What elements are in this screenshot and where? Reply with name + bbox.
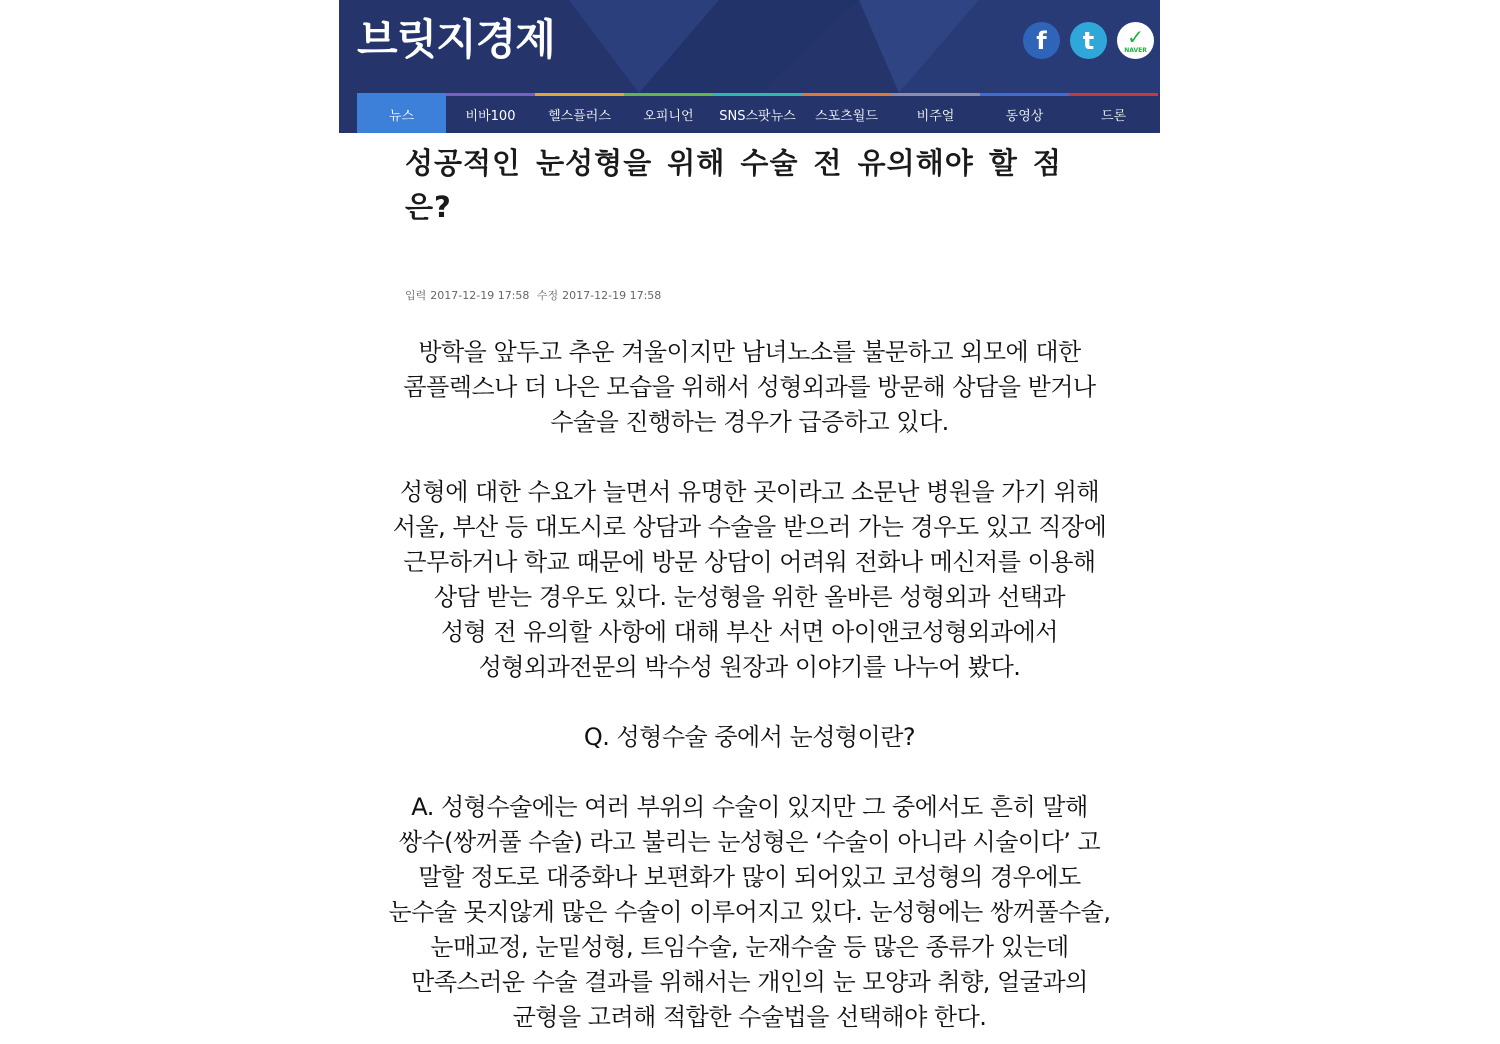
text-line: 말할 정도로 대중화나 보편화가 많이 되어있고 코성형의 경우에도 (418, 863, 1081, 891)
text-line: A. 성형수술에는 여러 부위의 수술이 있지만 그 중에서도 흔히 말해 (411, 793, 1088, 821)
naver-glyph: ✓ (1127, 25, 1144, 49)
text-line: 눈매교정, 눈밑성형, 트임수술, 눈재수술 등 많은 종류가 있는데 (430, 933, 1069, 961)
article-body (339, 335, 1160, 1044)
input-label: 입력 (405, 289, 427, 302)
paragraph-answer (339, 790, 1160, 1035)
text-line: 콤플렉스나 더 나은 모습을 위해서 성형외과를 방문해 상담을 받거나 (403, 373, 1096, 401)
twitter-share-icon[interactable]: t (1070, 22, 1107, 59)
nav-item-viva100[interactable]: 비바100 (446, 93, 535, 133)
paragraph (339, 335, 1160, 440)
text-line: 성형외과전문의 박수성 원장과 이야기를 나누어 봤다. (478, 653, 1021, 681)
text-line: 균형을 고려해 적합한 수술법을 선택해야 한다. (512, 1003, 987, 1031)
text-line: 쌍수(쌍꺼풀 수술) 라고 불리는 눈성형은 ‘수술이 아니라 시술이다’ 고 (398, 828, 1101, 856)
nav-item-sports-world[interactable]: 스포츠월드 (802, 93, 891, 133)
text-line: 만족스러운 수술 결과를 위해서는 개인의 눈 모양과 취향, 얼굴과의 (411, 968, 1088, 996)
text-line: Q. 성형수술 중에서 눈성형이란? (583, 723, 916, 751)
nav-item-healthplus[interactable]: 헬스플러스 (535, 93, 624, 133)
nav-item-sns-spot-news[interactable]: SNS스팟뉴스 (713, 93, 802, 133)
edit-date: 2017-12-19 17:58 (562, 289, 662, 302)
text-line: 서울, 부산 등 대도시로 상담과 수술을 받으러 가는 경우도 있고 직장에 (392, 513, 1107, 541)
text-line: 성형에 대한 수요가 늘면서 유명한 곳이라고 소문난 병원을 가기 위해 (399, 478, 1100, 506)
naver-label: NAVER (1124, 47, 1147, 54)
nav-item-opinion[interactable]: 오피니언 (624, 93, 713, 133)
paragraph (339, 475, 1160, 685)
paragraph-question (339, 720, 1160, 755)
nav-item-video[interactable]: 동영상 (980, 93, 1069, 133)
main-nav (357, 93, 1160, 133)
facebook-share-icon[interactable]: f (1023, 22, 1060, 59)
nav-item-visual[interactable]: 비주얼 (891, 93, 980, 133)
site-header (339, 0, 1160, 133)
text-line: 수술을 진행하는 경우가 급증하고 있다. (550, 408, 949, 436)
text-line: 성형 전 유의할 사항에 대해 부산 서면 아이앤코성형외과에서 (440, 618, 1058, 646)
text-line: 방학을 앞두고 추운 겨울이지만 남녀노소를 불문하고 외모에 대한 (418, 338, 1081, 366)
naver-share-icon[interactable] (1117, 22, 1154, 59)
input-date: 2017-12-19 17:58 (430, 289, 530, 302)
site-logo[interactable]: 브릿지경제 (357, 15, 555, 64)
text-line: 상담 받는 경우도 있다. 눈성형을 위한 올바른 성형외과 선택과 (433, 583, 1066, 611)
nav-item-news[interactable]: 뉴스 (357, 93, 446, 133)
nav-item-drone[interactable]: 드론 (1069, 93, 1158, 133)
edit-label: 수정 (536, 289, 559, 302)
text-line: 눈수술 못지않게 많은 수술이 이루어지고 있다. 눈성형에는 쌍꺼풀수술, (388, 898, 1111, 926)
article-title: 성공적인 눈성형을 위해 수술 전 유의해야 할 점은? (405, 146, 1062, 224)
article-meta (405, 287, 665, 303)
text-line: 근무하거나 학교 때문에 방문 상담이 어려워 전화나 메신저를 이용해 (403, 548, 1096, 576)
